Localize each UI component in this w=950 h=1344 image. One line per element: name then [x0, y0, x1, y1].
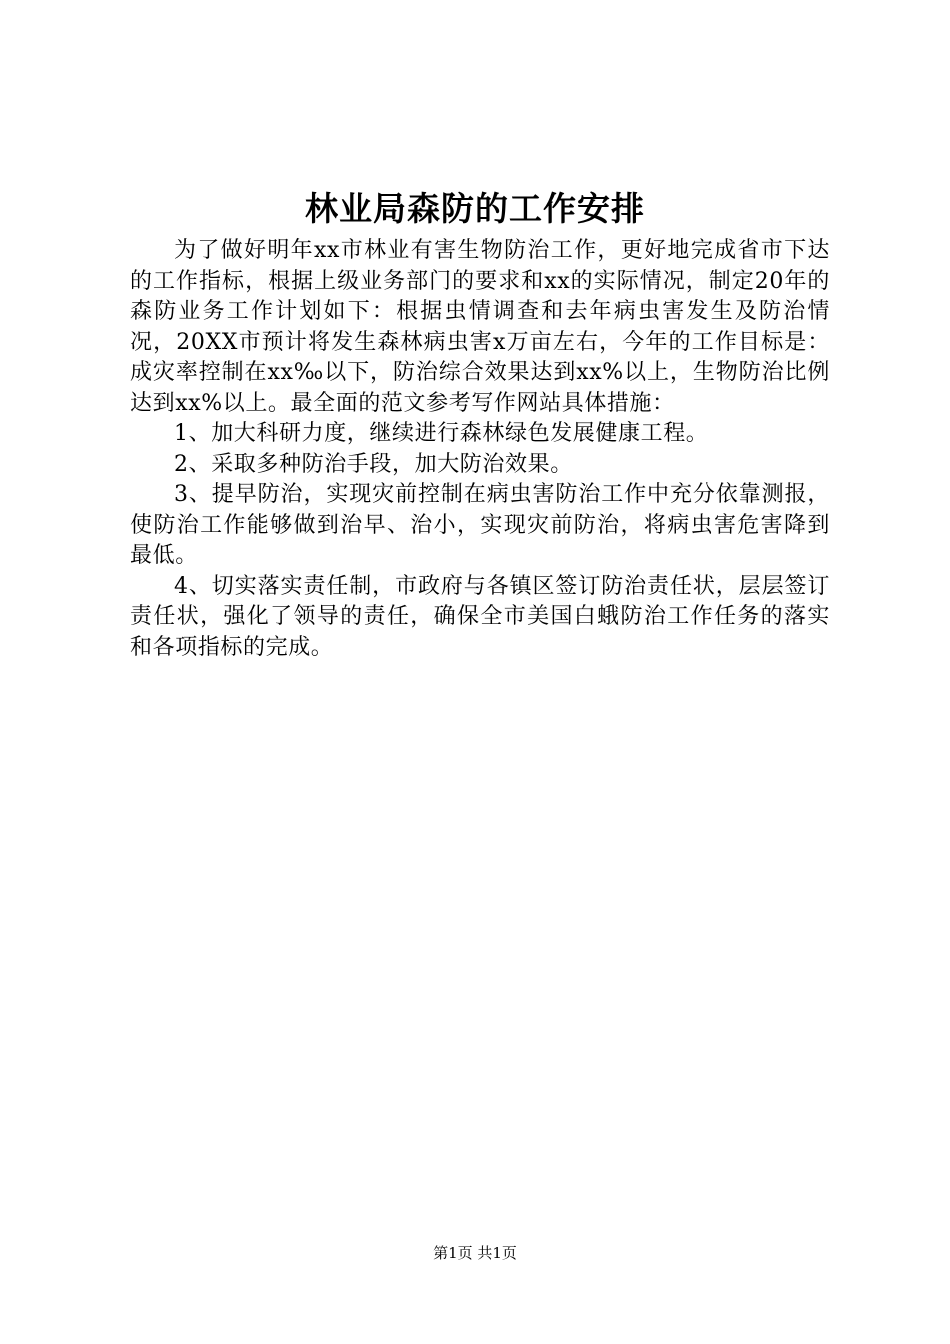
paragraph-intro: 为了做好明年xx市林业有害生物防治工作，更好地完成省市下达的工作指标，根据上级业务部门的要求和xx的实际情况，制定20年的森防业务工作计划如下：根据虫情调查和去年病虫害发生及防治情况，20XX市预计将发生森林病虫害x万亩左右，今年的工作目标是：成灾率控制在xx‰以下，防治综合效果达到xx%以上，生物防治比例达到xx%以上。最全面的范文参考写作网站具体措施： — [130, 238, 830, 416]
page-title: 林业局森防的工作安排 — [305, 189, 645, 228]
paragraph-measure-4: 4、切实落实责任制，市政府与各镇区签订防治责任状，层层签订责任状，强化了领导的责任，确保全市美国白蛾防治工作任务的落实和各项指标的完成。 — [130, 573, 830, 660]
paragraph-measure-3: 3、提早防治，实现灾前控制在病虫害防治工作中充分依靠测报，使防治工作能够做到治早、治小，实现灾前防治，将病虫害危害降到最低。 — [130, 482, 830, 568]
paragraph-measure-2: 2、采取多种防治手段，加大防治效果。 — [174, 451, 573, 477]
page-footer: 第1页 共1页 — [433, 1244, 517, 1262]
document-body — [130, 236, 830, 663]
paragraph-measure-1: 1、加大科研力度，继续进行森林绿色发展健康工程。 — [174, 421, 709, 446]
